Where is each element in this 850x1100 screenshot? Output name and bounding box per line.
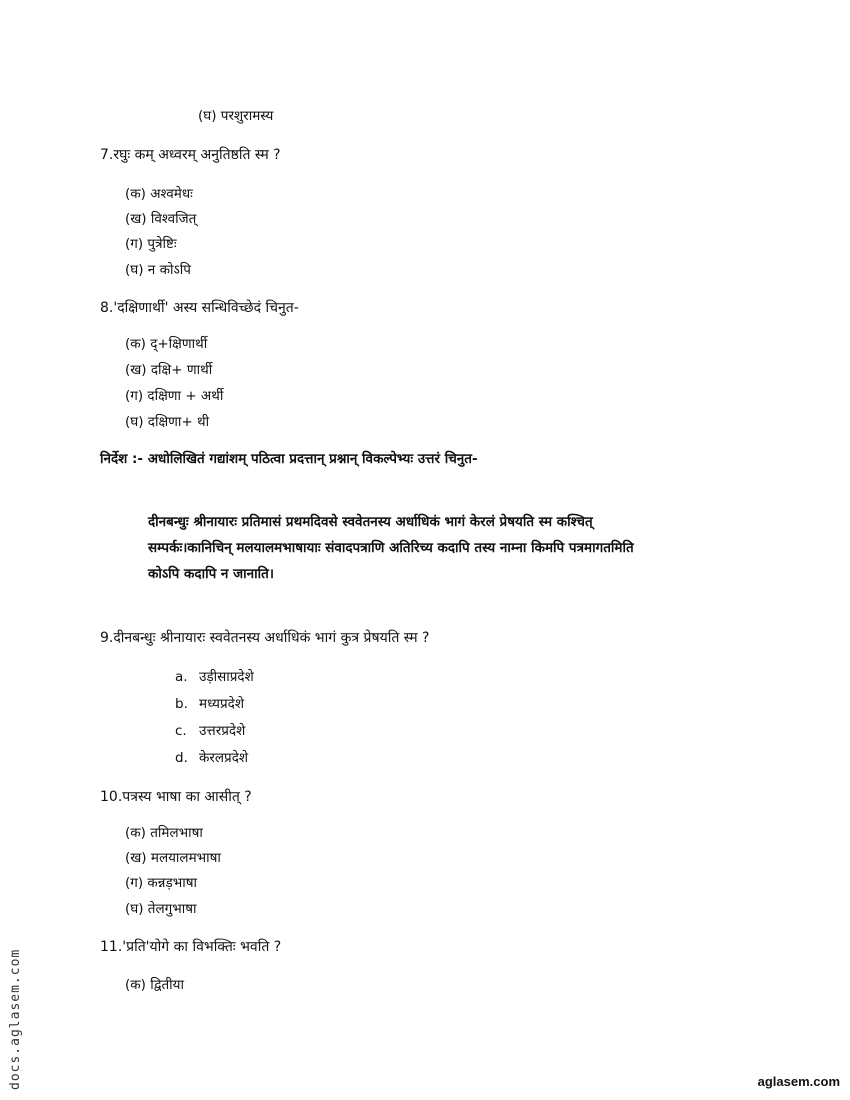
q10-option: (ख) मलयालमभाषा <box>125 850 221 866</box>
q10-option: (क) तमिलभाषा <box>125 825 203 841</box>
instruction: निर्देश :- अधोलिखितं गद्यांशम् पठित्वा प्रदत्तान् प्रश्नान् विकल्पेभ्यः उत्तरं चिनुत- <box>100 451 478 467</box>
q8-option: (ख) दक्षि+ णार्थी <box>125 362 213 378</box>
passage-line: सम्पर्कः।कानिचिन् मलयालमभाषायाः संवादपत्राणि अतिरिच्य कदापि तस्य नाम्ना किमपि पत्रमागतमिति <box>148 540 634 556</box>
q8-option: (क) द्+क्षिणार्थी <box>125 336 208 352</box>
question-9: 9.दीनबन्धुः श्रीनायारः स्ववेतनस्य अर्धाधिकं भागं कुत्र प्रेषयति स्म ? <box>100 630 430 646</box>
passage-line: कोऽपि कदापि न जानाति। <box>148 566 274 582</box>
q11-option: (क) द्वितीया <box>125 977 184 993</box>
question-8: 8.'दक्षिणार्थी' अस्य सन्धिविच्छेदं चिनुत- <box>100 300 299 316</box>
option-text: मध्यप्रदेशे <box>199 696 245 712</box>
option-marker: c. <box>175 723 187 739</box>
brand-footer[interactable]: aglasem.com <box>757 1074 840 1089</box>
option-marker: a. <box>175 669 188 685</box>
q7-option: (ख) विश्वजित् <box>125 211 197 227</box>
q7-option: (ग) पुत्रेष्टिः <box>125 236 177 252</box>
q10-option: (ग) कन्नड़भाषा <box>125 875 197 891</box>
option-text: उत्तरप्रदेशे <box>199 723 246 739</box>
side-watermark: docs.aglasem.com <box>8 948 23 1090</box>
question-7: 7.रघुः कम् अध्वरम् अनुतिष्ठति स्म ? <box>100 147 281 163</box>
q6-option-d: (घ) परशुरामस्य <box>198 108 274 124</box>
q10-option: (घ) तेलगुभाषा <box>125 901 197 917</box>
option-marker: d. <box>175 750 188 766</box>
q7-option: (क) अश्वमेधः <box>125 186 193 202</box>
question-10: 10.पत्रस्य भाषा का आसीत् ? <box>100 789 252 805</box>
q9-option <box>175 748 248 766</box>
q8-option: (ग) दक्षिणा + अर्थी <box>125 388 224 404</box>
q7-option: (घ) न कोऽपि <box>125 262 191 278</box>
q9-option <box>175 667 254 685</box>
q8-option: (घ) दक्षिणा+ थी <box>125 414 210 430</box>
q9-option <box>175 694 244 712</box>
question-11: 11.'प्रति'योगे का विभक्तिः भवति ? <box>100 939 282 955</box>
option-marker: b. <box>175 696 188 712</box>
q9-option <box>175 721 245 739</box>
option-text: केरलप्रदेशे <box>199 750 249 766</box>
passage-line: दीनबन्धुः श्रीनायारः प्रतिमासं प्रथमदिवसे स्ववेतनस्य अर्धाधिकं भागं केरलं प्रेषयति स्म कश्चित् <box>148 514 593 530</box>
option-text: उड़ीसाप्रदेशे <box>199 669 254 685</box>
